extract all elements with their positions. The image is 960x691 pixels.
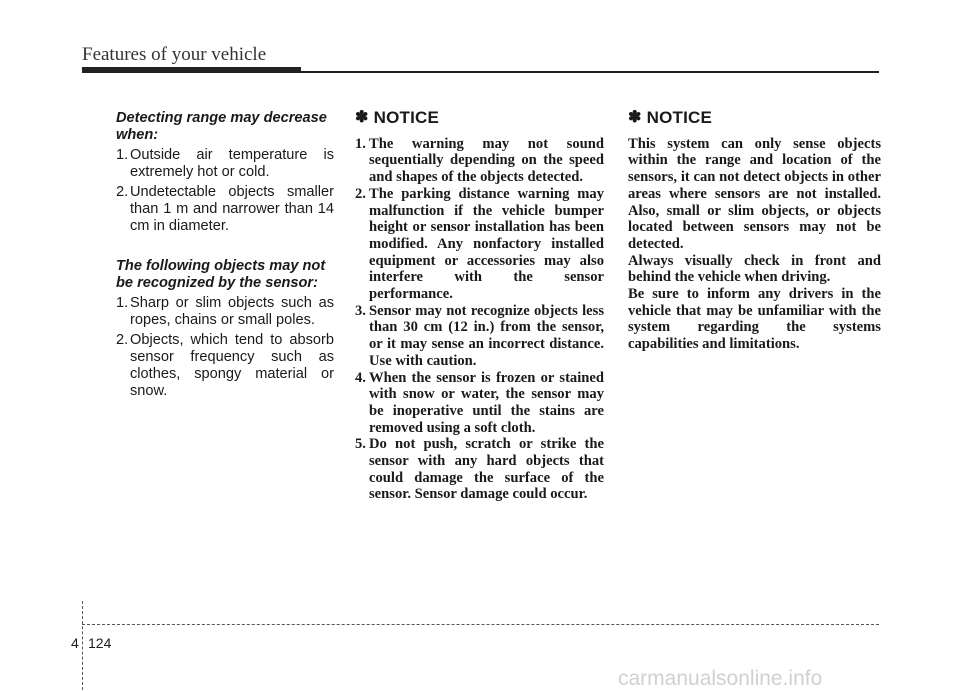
notice-title-text: NOTICE bbox=[373, 108, 440, 127]
notice-paragraph: Always visually check in front and behind the vehicle when driving. bbox=[628, 252, 881, 286]
header-rule-thick bbox=[82, 67, 301, 73]
notice-title bbox=[628, 110, 881, 127]
page-number: 124 bbox=[88, 635, 112, 651]
notice-list bbox=[355, 136, 604, 503]
list-item bbox=[116, 184, 334, 235]
notice-asterisk-icon: ✽ bbox=[355, 109, 369, 126]
unrecognized-objects-heading: The following objects may not be recognized by the sensor: bbox=[116, 258, 326, 291]
item-text: Undetectable objects smaller than 1 m and narrower than 14 cm in diameter. bbox=[130, 184, 334, 234]
header-rule-thin bbox=[301, 71, 879, 73]
item-text: The warning may not sound sequentially depending on the speed and shapes of the objects detected. bbox=[369, 135, 604, 186]
item-number: 2. bbox=[355, 185, 366, 202]
item-text: When the sensor is frozen or stained with snow or water, the sensor may be inoperative until the stains are removed using a soft cloth. bbox=[369, 369, 604, 436]
notice-box-sensor-warnings bbox=[355, 110, 604, 503]
item-text: Do not push, scratch or strike the sensor with any hard objects that could damage the surface of the sensor. Sensor damage could occur. bbox=[369, 436, 604, 503]
detecting-range-heading: Detecting range may decrease when: bbox=[116, 110, 327, 143]
footer-divider-vertical bbox=[82, 601, 83, 690]
list-item bbox=[355, 303, 604, 370]
item-text: The parking distance warning may malfunction if the vehicle bumper height or sensor installation has been modified. Any nonfactory installed equipment or accessories may also interfere with the sensor performance. bbox=[369, 185, 604, 303]
list-item bbox=[355, 186, 604, 303]
notice-paragraph: This system can only sense objects within the range and location of the sensors, it can not detect objects in other areas where sensors are not installed. Also, small or slim objects, or objects located between sensors may not be detected. bbox=[628, 135, 881, 252]
item-number: 5. bbox=[355, 436, 366, 453]
notice-title bbox=[355, 110, 604, 127]
list-item bbox=[355, 436, 604, 503]
item-number: 2. bbox=[116, 184, 129, 200]
list-item bbox=[116, 147, 334, 181]
watermark: carmanualsonline.info bbox=[618, 667, 823, 690]
item-number: 1. bbox=[116, 147, 129, 163]
item-text: Objects, which tend to absorb sensor frequency such as clothes, spongy material or snow. bbox=[130, 332, 334, 399]
item-number: 1. bbox=[355, 135, 366, 152]
detecting-range-list bbox=[116, 147, 334, 235]
item-number: 2. bbox=[116, 332, 129, 348]
list-item bbox=[116, 295, 334, 329]
list-item bbox=[355, 136, 604, 186]
notice-title-text: NOTICE bbox=[646, 108, 713, 127]
item-number: 4. bbox=[355, 369, 366, 386]
item-text: Sensor may not recognize objects less than 30 cm (12 in.) from the sensor, or it may sense an incorrect distance. Use with caution. bbox=[369, 302, 604, 369]
unrecognized-objects-list bbox=[116, 295, 334, 400]
item-number: 3. bbox=[355, 302, 366, 319]
item-text: Outside air temperature is extremely hot or cold. bbox=[130, 147, 334, 180]
chapter-number: 4 bbox=[71, 635, 79, 651]
notice-asterisk-icon: ✽ bbox=[628, 109, 642, 126]
item-number: 1. bbox=[116, 295, 129, 311]
notice-box-system-limits bbox=[628, 110, 881, 353]
item-text: Sharp or slim objects such as ropes, chains or small poles. bbox=[130, 295, 334, 328]
footer-divider-horizontal bbox=[82, 624, 879, 625]
list-item bbox=[355, 370, 604, 437]
page-header-title: Features of your vehicle bbox=[82, 44, 267, 65]
notice-paragraph: Be sure to inform any drivers in the vehicle that may be unfamiliar with the system regarding the systems capabilities and limitations. bbox=[628, 286, 881, 353]
left-column bbox=[116, 110, 334, 403]
list-item bbox=[116, 332, 334, 400]
spacer bbox=[116, 238, 334, 258]
